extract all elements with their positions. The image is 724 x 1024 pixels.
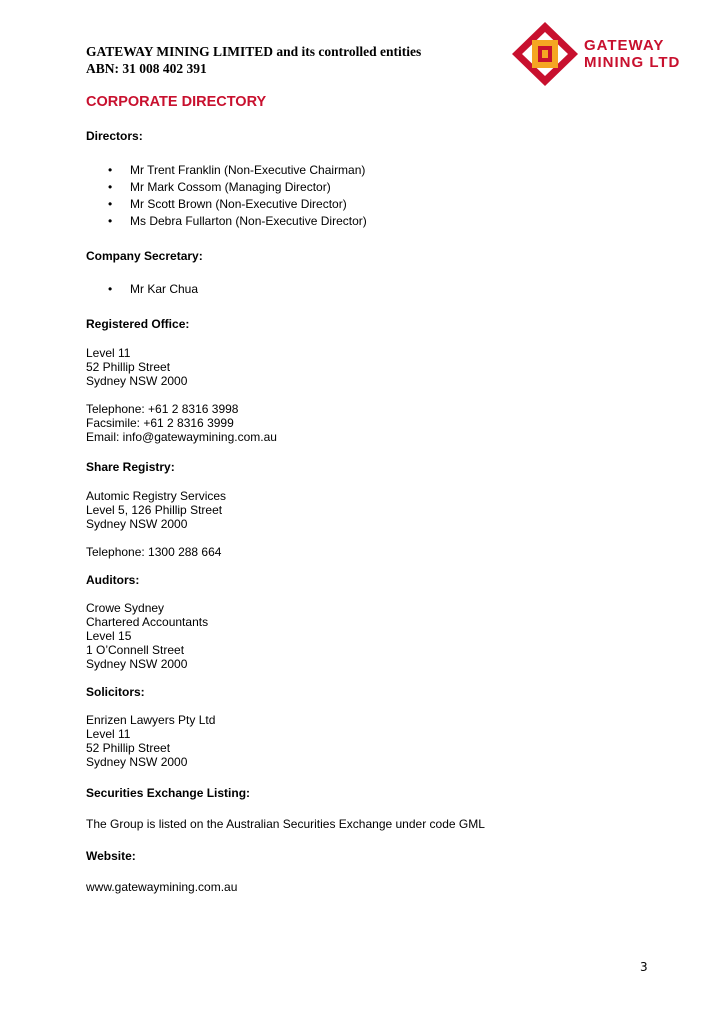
website-link[interactable]: www.gatewaymining.com.au [86, 880, 238, 894]
auditors-address: Crowe Sydney Chartered Accountants Level 15 1 O’Connell Street Sydney NSW 2000 [86, 601, 209, 671]
registered-office-contact: Telephone: +61 2 8316 3998 Facsimile: +61 2 8316 3999 Email: info@gatewaymining.com.au [86, 402, 277, 444]
secretary-list [108, 281, 198, 298]
list-item: • Mr Scott Brown (Non-Executive Director) [108, 197, 347, 211]
secretary-heading: Company Secretary: [86, 249, 203, 263]
company-name: GATEWAY MINING LIMITED [86, 44, 274, 59]
email-link[interactable]: Email: info@gatewaymining.com.au [86, 430, 277, 444]
website-heading: Website: [86, 849, 136, 863]
directors-heading: Directors: [86, 129, 143, 143]
auditors-heading: Auditors: [86, 573, 140, 587]
list-item: • Mr Mark Cossom (Managing Director) [108, 180, 331, 194]
share-registry-address: Automic Registry Services Level 5, 126 Phillip Street Sydney NSW 2000 [86, 489, 227, 531]
registered-office-address: Level 11 52 Phillip Street Sydney NSW 2000 [86, 346, 188, 388]
header-abn: ABN: 31 008 402 391 [86, 61, 207, 76]
page-title: CORPORATE DIRECTORY [86, 94, 267, 110]
logo-line1: GATEWAY [584, 37, 665, 54]
company-suffix: and its controlled entities [276, 44, 422, 59]
list-item: • Mr Kar Chua [108, 282, 199, 296]
share-registry-heading: Share Registry: [86, 460, 175, 474]
logo-line2: MINING LTD [584, 54, 681, 71]
share-registry-contact: Telephone: 1300 288 664 [86, 545, 222, 559]
solicitors-address: Enrizen Lawyers Pty Ltd Level 11 52 Phillip Street Sydney NSW 2000 [86, 713, 216, 769]
list-item: • Mr Trent Franklin (Non-Executive Chairman) [108, 163, 366, 177]
registered-office-heading: Registered Office: [86, 317, 190, 331]
logo-mark-icon [512, 22, 578, 86]
listing-text: The Group is listed on the Australian Securities Exchange under code GML [86, 817, 485, 831]
header-company [86, 44, 421, 60]
directors-list [108, 162, 367, 230]
company-logo [512, 22, 702, 86]
list-item: • Ms Debra Fullarton (Non-Executive Director) [108, 214, 367, 228]
page-number: 3 [640, 960, 648, 974]
listing-heading: Securities Exchange Listing: [86, 786, 251, 800]
solicitors-heading: Solicitors: [86, 685, 145, 699]
